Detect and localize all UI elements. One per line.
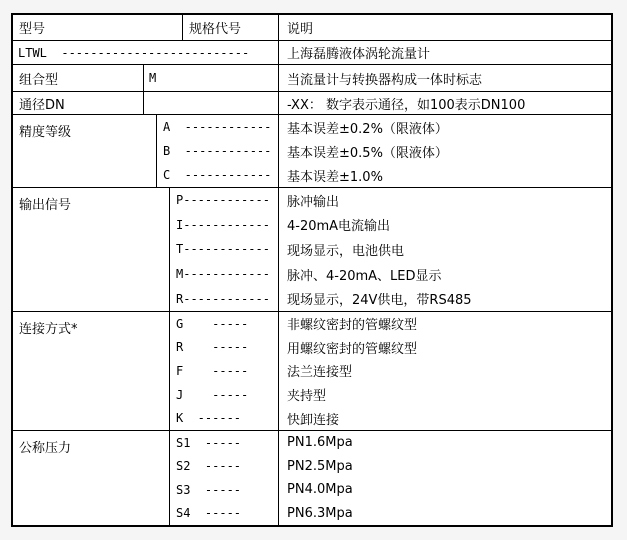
accuracy-desc-a: 基本误差±0.2%（限液体） [287, 121, 448, 137]
connection-type-label: 连接方式* [19, 322, 78, 337]
connection-desc-r: 用螺纹密封的管螺纹型 [287, 341, 418, 357]
pressure-desc-s2: PN2.5Mpa [287, 458, 353, 474]
output-code-i: I------------ [176, 217, 270, 232]
connection-type-descriptions [278, 312, 611, 430]
connection-desc-g: 非螺纹密封的管螺纹型 [287, 318, 418, 334]
pressure-code-s1: S1 ----- [176, 435, 242, 450]
header-spec-code: 规格代号 [182, 15, 278, 40]
accuracy-label: 精度等级 [19, 125, 72, 140]
accuracy-codes [156, 115, 278, 187]
combined-type-description: 当流量计与转换器构成一体时标志 [278, 65, 611, 91]
header-description: 说明 [278, 15, 611, 40]
output-signal-codes [169, 188, 278, 311]
table-row-output-signal [13, 187, 611, 311]
output-code-p: P------------ [176, 193, 270, 208]
pressure-desc-s1: PN1.6Mpa [287, 435, 353, 451]
accuracy-desc-c: 基本误差±1.0% [287, 169, 383, 185]
output-desc-p: 脉冲输出 [287, 194, 340, 210]
table-row-combined-type [13, 64, 611, 91]
table-header-row [13, 15, 611, 40]
combined-type-label: 组合型 [19, 72, 59, 88]
output-code-t: T------------ [176, 242, 270, 257]
connection-desc-f: 法兰连接型 [287, 365, 353, 381]
output-code-m: M------------ [176, 267, 270, 282]
pressure-code-s3: S3 ----- [176, 482, 242, 497]
pressure-desc-s3: PN4.0Mpa [287, 482, 353, 498]
connection-code-f: F ----- [176, 363, 249, 378]
pressure-code-s2: S2 ----- [176, 459, 242, 474]
connection-code-k: K ------ [176, 411, 242, 426]
ltwl-code: LTWL -------------------------- [18, 45, 250, 60]
output-signal-descriptions [278, 188, 611, 311]
pressure-desc-s4: PN6.3Mpa [287, 505, 353, 521]
connection-code-r: R ----- [176, 340, 249, 355]
table-row-accuracy [13, 114, 611, 187]
connection-type-codes [169, 312, 278, 430]
output-code-r: R------------ [176, 291, 270, 306]
pressure-code-s4: S4 ----- [176, 506, 242, 521]
connection-code-g: G ----- [176, 316, 249, 331]
diameter-code [143, 92, 278, 114]
output-signal-label: 输出信号 [19, 198, 72, 213]
output-desc-t: 现场显示，电池供电 [287, 243, 405, 259]
output-desc-r: 现场显示，24V供电，带RS485 [287, 293, 472, 309]
output-desc-m: 脉冲、4-20mA、LED显示 [287, 268, 442, 284]
connection-desc-j: 夹持型 [287, 389, 327, 405]
accuracy-descriptions [278, 115, 611, 187]
nominal-pressure-codes [169, 431, 278, 525]
table-row-diameter [13, 91, 611, 114]
diameter-description: -XX： 数字表示通径，如100表示DN100 [278, 92, 611, 114]
table-row-ltwl [13, 40, 611, 64]
diameter-label: 通径DN [19, 97, 65, 113]
table-row-connection-type [13, 311, 611, 430]
nominal-pressure-descriptions [278, 431, 611, 525]
accuracy-code-c: C ------------ [163, 168, 272, 182]
output-desc-i: 4-20mA电流输出 [287, 219, 391, 235]
accuracy-code-a: A ------------ [163, 120, 272, 134]
accuracy-code-b: B ------------ [163, 144, 272, 158]
accuracy-desc-b: 基本误差±0.5%（限液体） [287, 145, 448, 161]
connection-desc-k: 快卸连接 [287, 412, 340, 428]
connection-code-j: J ----- [176, 387, 249, 402]
header-model: 型号 [19, 22, 46, 37]
model-spec-table [11, 13, 613, 527]
table-row-nominal-pressure [13, 430, 611, 525]
ltwl-description: 上海磊腾液体涡轮流量计 [278, 41, 611, 64]
nominal-pressure-label: 公称压力 [19, 441, 72, 456]
combined-type-code: M [143, 65, 278, 91]
